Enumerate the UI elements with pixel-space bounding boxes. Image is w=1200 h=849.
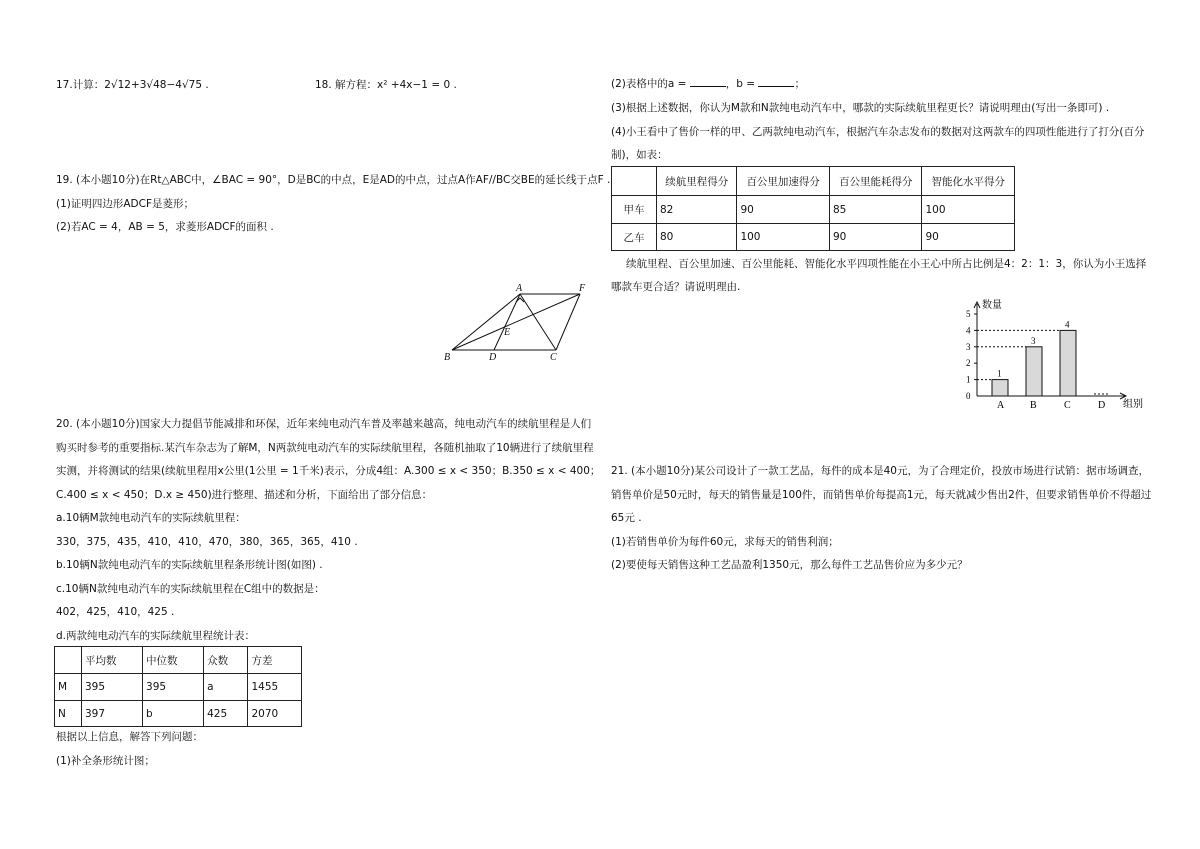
q17-expression: 2√12+3√48−4√75 . [104, 79, 209, 91]
q18 [315, 77, 457, 92]
q20-info-b: b.10辆N款纯电动汽车的实际续航里程条形统计图(如图) . [56, 559, 323, 571]
q21-part1: (1)若销售单价为每件60元，求每天的销售利润； [611, 536, 839, 548]
bar-chart [955, 296, 1155, 411]
q20-part3: (3)根据上述数据，你认为M款和N款纯电动汽车中，哪款的实际续航里程更长？请说明理由(写出一条即可) . [611, 102, 1110, 114]
table-cell: 续航里程得分 [657, 167, 737, 196]
q20-conclusion-2: 哪款车更合适？请说明理由. [611, 281, 741, 293]
table-row [55, 674, 302, 701]
q20-part2-prefix: (2)表格中的a = [611, 78, 687, 90]
q20-part1: (1)补全条形统计图； [56, 755, 155, 767]
q20-c-data: 402，425，410，425 . [56, 606, 175, 618]
label-D: D [489, 352, 497, 363]
q20-m-data: 330，375，435，410，410，470，380，365，365，410 . [56, 536, 358, 548]
q20-line-3: 实测，并将测试的结果(续航里程用x公里(1公里 = 1千米)表示，分成4组：A.300 ≤ x < 350；B.350 ≤ x < 400； [56, 465, 601, 477]
table-cell: 90 [922, 224, 1015, 251]
label-B: B [444, 352, 451, 363]
q21-line-3: 65元 . [611, 512, 642, 524]
table-cell: 1455 [248, 674, 302, 701]
q20-part2-end: ； [794, 78, 805, 90]
q20-conclusion-1: 续航里程、百公里加速、百公里能耗、智能化水平四项性能在小王心中所占比例是4：2：1：3，你认为小王选择 [626, 258, 1147, 270]
bar-value-label: 3 [1031, 335, 1036, 346]
score-table [611, 166, 1015, 251]
table-cell: 82 [657, 196, 737, 224]
table-cell: 百公里加速得分 [737, 167, 830, 196]
q20-after-1: 根据以上信息，解答下列问题： [56, 731, 203, 743]
answer-blank-b [758, 76, 794, 87]
table-cell: 2070 [248, 701, 302, 727]
table-cell: 90 [829, 224, 922, 251]
q20-part2 [611, 73, 805, 97]
table-cell: 乙车 [612, 224, 657, 251]
table-cell: 395 [82, 674, 143, 701]
q20-part2-mid: ，b = [725, 78, 756, 90]
table-row [55, 701, 302, 727]
table-cell: a [204, 674, 248, 701]
y-tick-label: 0 [966, 391, 971, 401]
q21-line-2: 销售单价是50元时，每天的销售量是100件，而销售单价每提高1元，每天就减少售出2件，但要求销售单价不得超过 [611, 489, 1152, 501]
table-cell [55, 647, 82, 674]
table-cell: 90 [737, 196, 830, 224]
table-row [612, 196, 1015, 224]
x-tick-label: D [1098, 400, 1106, 411]
y-tick-label: 1 [966, 374, 971, 385]
score-table-header [612, 167, 1015, 196]
segment-AC [520, 294, 556, 350]
q19-part1: (1)证明四边形ADCF是菱形； [56, 198, 195, 210]
segment-AB [452, 294, 520, 350]
q20-line-4: C.400 ≤ x < 450；D.x ≥ 450)进行整理、描述和分析，下面给出了部分信息： [56, 489, 433, 501]
y-tick-label: 5 [966, 309, 971, 319]
table-cell: 众数 [204, 647, 248, 674]
q19-part2: (2)若AC = 4，AB = 5，求菱形ADCF的面积 . [56, 221, 274, 233]
stats-table-header [55, 647, 302, 674]
table-cell: 395 [143, 674, 204, 701]
label-C: C [550, 352, 557, 363]
label-E: E [504, 327, 511, 338]
bar-A [992, 380, 1008, 396]
x-tick-label: C [1064, 400, 1071, 411]
q20-line-2: 购买时参考的重要指标.某汽车杂志为了解M，N两款纯电动汽车的实际续航里程，各随机抽取了10辆进行了续航里程 [56, 442, 594, 454]
answer-blank-a [690, 76, 726, 87]
q18-label: 18. 解方程： [315, 79, 378, 91]
q20-part4-line1: (4)小王看中了售价一样的甲、乙两款纯电动汽车，根据汽车杂志发布的数据对这两款车的四项性能进行了打分(百分 [611, 126, 1145, 138]
table-cell: 100 [922, 196, 1015, 224]
stats-table [54, 646, 302, 727]
table-cell: 智能化水平得分 [922, 167, 1015, 196]
bar-C [1060, 330, 1076, 396]
table-cell: 甲车 [612, 196, 657, 224]
q20-part4-line2: 制)，如表： [611, 149, 668, 161]
y-tick-label: 2 [966, 358, 971, 369]
q18-expression: x² +4x−1 = 0 . [377, 79, 457, 91]
label-A: A [516, 283, 523, 294]
q20-info-d: d.两款纯电动汽车的实际续航里程统计表： [56, 630, 256, 642]
x-tick-label: B [1030, 400, 1037, 411]
table-cell: M [55, 674, 82, 701]
table-cell: 85 [829, 196, 922, 224]
x-tick-label: A [997, 400, 1005, 411]
rhombus-figure [440, 280, 600, 365]
q21-part2: (2)要使每天销售这种工艺品盈利1350元，那么每件工艺品售价应为多少元？ [611, 559, 968, 571]
table-cell: 方差 [248, 647, 302, 674]
q21-line-1: 21. (本小题10分)某公司设计了一款工艺品，每件的成本是40元，为了合理定价，投放市场进行试销：据市场调查， [611, 465, 1149, 477]
q20-info-c: c.10辆N款纯电动汽车的实际续航里程在C组中的数据是： [56, 583, 325, 595]
table-cell: N [55, 701, 82, 727]
table-cell: 百公里能耗得分 [829, 167, 922, 196]
q17 [56, 77, 209, 92]
y-tick-label: 3 [966, 341, 971, 352]
q20-line-1: 20. (本小题10分)国家大力提倡节能减排和环保，近年来纯电动汽车普及率越来越高，纯电动汽车的续航里程是人们 [56, 418, 592, 430]
table-cell: 中位数 [143, 647, 204, 674]
bar-value-label: 4 [1065, 319, 1070, 330]
bar-value-label: 1 [997, 368, 1002, 379]
table-cell: 397 [82, 701, 143, 727]
q20-info-a: a.10辆M款纯电动汽车的实际续航里程： [56, 512, 246, 524]
table-cell: 425 [204, 701, 248, 727]
table-cell: 80 [657, 224, 737, 251]
y-axis-label: 数量 [982, 300, 1002, 311]
q17-label: 17.计算： [56, 79, 105, 91]
label-F: F [579, 283, 586, 294]
q19-title: 19. (本小题10分)在Rt△ABC中，∠BAC = 90°，D是BC的中点，E是AD的中点，过点A作AF//BC交BE的延长线于点F . [56, 174, 611, 186]
table-cell: 100 [737, 224, 830, 251]
table-cell [612, 167, 657, 196]
table-cell: 平均数 [82, 647, 143, 674]
x-axis-label: 组别 [1123, 399, 1143, 410]
y-tick-label: 4 [966, 325, 971, 336]
bar-B [1026, 347, 1042, 396]
table-row [612, 224, 1015, 251]
table-cell: b [143, 701, 204, 727]
